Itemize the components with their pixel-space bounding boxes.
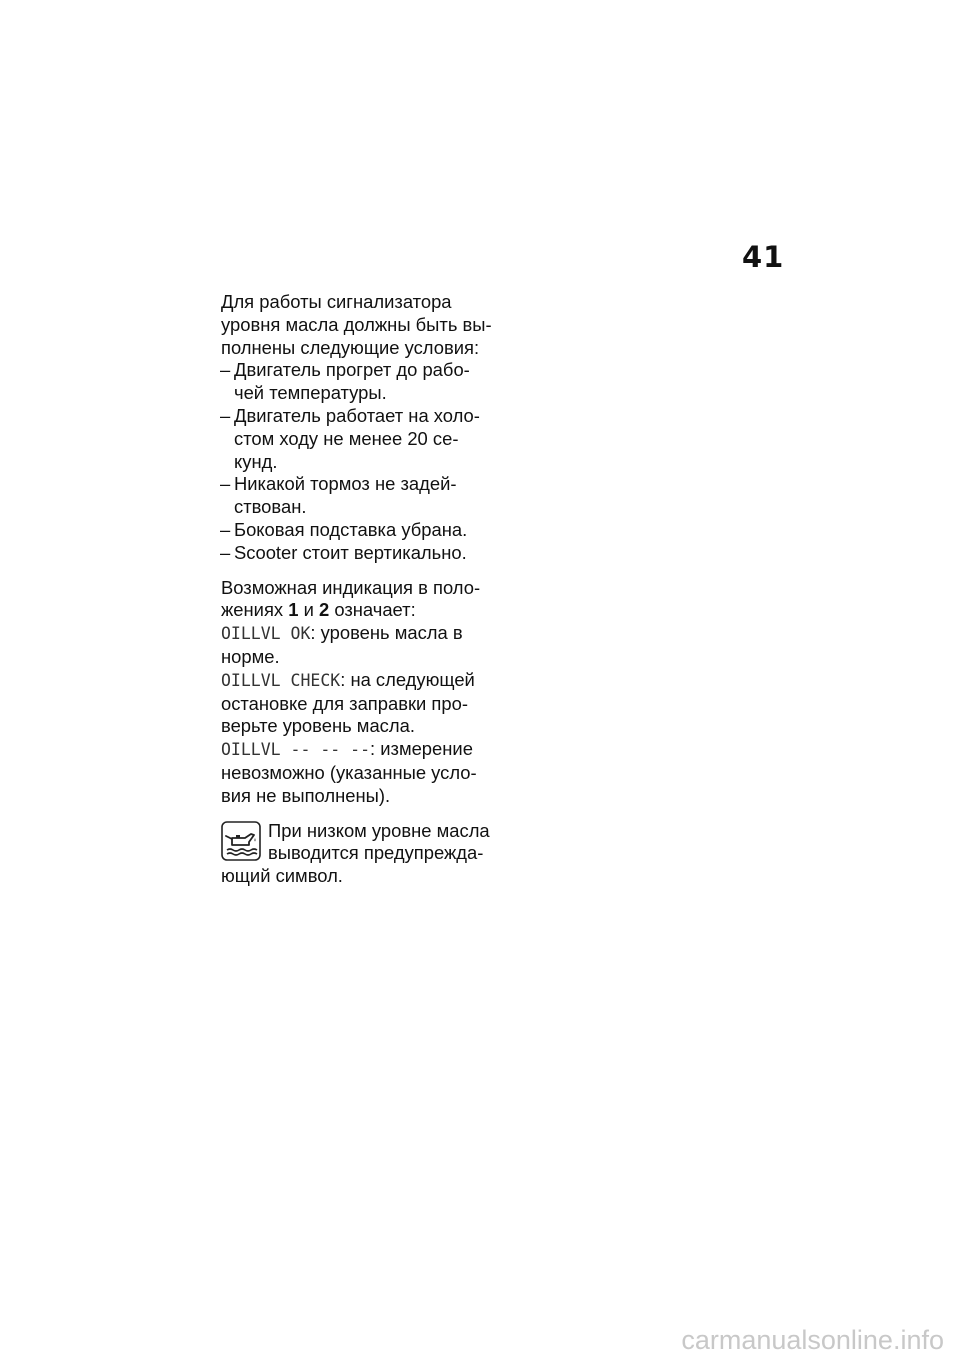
oil-ok-text: : уровень масла в (310, 622, 463, 644)
main-content (221, 291, 496, 888)
condition-item (221, 405, 496, 473)
indications-line: верьте уровень масла. (221, 715, 415, 737)
condition-line: Scooter стоит вертикально. (234, 541, 467, 563)
intro-line: Для работы сигнализатора (221, 291, 452, 312)
indications-prefix: жениях (221, 599, 289, 621)
indications-line: Возможная индикация в поло- (221, 576, 481, 598)
paragraph-gap (221, 565, 496, 577)
warning-line: выводится предупрежда- (268, 842, 484, 864)
dash-bullet: – (220, 541, 231, 563)
oil-check-code: OILLVL CHECK (221, 670, 341, 690)
dash-bullet: – (220, 518, 231, 540)
warning-paragraph (221, 820, 496, 888)
indications-line (221, 599, 496, 622)
indications-line: невозможно (указанные усло- (221, 761, 477, 783)
indications-line: норме. (221, 645, 280, 667)
condition-line: Двигатель работает на холо- (234, 404, 480, 426)
position-1-label: 1 (288, 599, 299, 621)
dash-bullet: – (220, 404, 231, 426)
oil-dash-text: : измерение (370, 738, 473, 760)
warning-line: ющий символ. (221, 865, 343, 887)
indications-line: вия не выполнены). (221, 784, 391, 806)
condition-line: Боковая подставка убрана. (234, 518, 468, 540)
oil-ok-code: OILLVL OK (221, 624, 311, 644)
condition-line: ствован. (234, 496, 307, 518)
condition-line: чей температуры. (234, 382, 387, 404)
oil-dash-code: OILLVL -- -- -- (221, 740, 371, 760)
intro-paragraph (221, 291, 496, 359)
oil-can-level-warning-icon (221, 821, 261, 861)
dash-bullet: – (220, 359, 231, 381)
indications-line (221, 622, 496, 646)
intro-line: полнены следующие условия: (221, 336, 480, 358)
condition-item (221, 359, 496, 405)
condition-item (221, 473, 496, 519)
warning-line: При низком уровне масла (268, 819, 490, 841)
condition-line: Никакой тормоз не задей- (234, 473, 457, 495)
and-word: и (298, 599, 319, 621)
indications-line (221, 669, 496, 693)
condition-item (221, 542, 496, 565)
intro-line: уровня масла должны быть вы- (221, 313, 492, 335)
position-2-label: 2 (318, 599, 330, 621)
indications-line: остановке для заправки про- (221, 692, 468, 714)
conditions-list (221, 359, 496, 564)
page-number: 41 (742, 240, 785, 274)
condition-line: кунд. (234, 450, 278, 472)
oil-check-text: : на следующей (340, 668, 475, 690)
indications-suffix: означает: (329, 599, 416, 621)
condition-item (221, 519, 496, 542)
condition-line: Двигатель прогрет до рабо- (234, 359, 470, 381)
indications-line (221, 738, 496, 762)
dash-bullet: – (220, 473, 231, 495)
indications-paragraph (221, 577, 496, 808)
condition-line: стом ходу не менее 20 се- (234, 427, 459, 449)
watermark: carmanualsonline.info (681, 1325, 944, 1355)
